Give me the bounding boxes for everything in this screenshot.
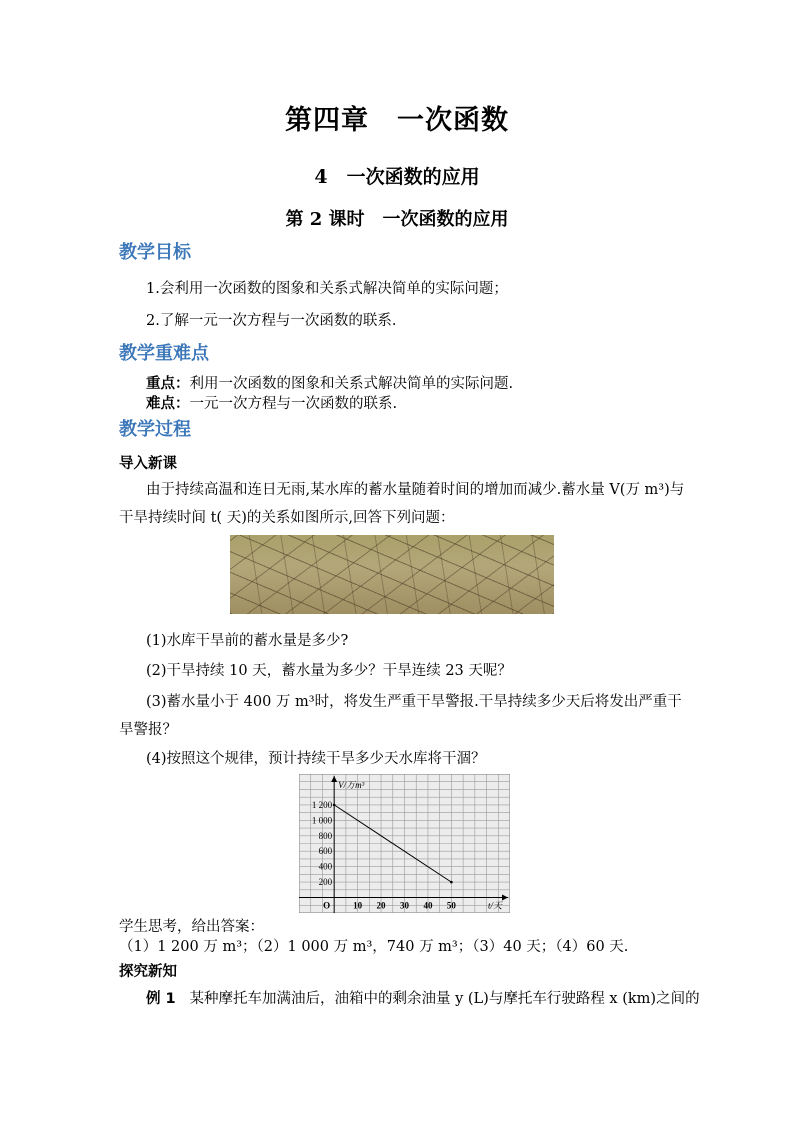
objective-item: 2.了解一元一次方程与一次函数的联系. [146,313,397,329]
y-tick-label: 600 [318,846,333,857]
reservoir-chart [299,774,510,913]
intro-paragraph-line: 由于持续高温和连日无雨,某水库的蓄水量随着时间的增加而减少.蓄水量 V(万 m³)与 [146,482,685,498]
think-line: 学生思考，给出答案： [119,919,264,935]
section-title: 4 一次函数的应用 [314,166,480,188]
y-tick-label: 1 200 [311,799,333,810]
key-point-text: 利用一次函数的图象和关系式解决简单的实际问题. [189,376,514,392]
data-point [450,881,453,884]
intro-heading: 导入新课 [119,456,177,472]
key-point-label: 重点： [146,376,190,392]
process-heading: 教学过程 [119,419,191,440]
example-label: 例 1 [146,991,176,1007]
x-tick-label: 40 [423,900,433,911]
intro-paragraph-line: 干旱持续时间 t( 天)的关系如图所示,回答下列问题： [119,510,455,526]
example-text: 某种摩托车加满油后，油箱中的剩余油量 y (L)与摩托车行驶路程 x (km)之间的 [189,991,700,1007]
question-item: 旱警报？ [119,722,177,738]
explore-heading: 探究新知 [119,964,177,980]
drought-photo [230,535,554,614]
x-tick-label: 30 [400,900,409,911]
data-point [333,804,336,807]
x-tick-label: 50 [446,900,456,911]
objectives-heading: 教学目标 [119,242,191,263]
x-axis-label: t/天 [488,900,503,911]
y-tick-label: 200 [318,877,333,888]
difficult-point-text: 一元一次方程与一次函数的联系. [189,396,398,412]
x-tick-label: 10 [353,900,363,911]
difficult-point-label: 难点： [146,396,190,412]
y-tick-label: 800 [318,830,333,841]
answers-line: （1）1 200 万 m³；（2）1 000 万 m³，740 万 m³；（3）40 天；（4）60 天. [119,939,629,955]
example-line [146,989,700,1009]
key-points-heading: 教学重难点 [119,343,209,364]
question-item: (1)水库干旱前的蓄水量是多少? [146,633,349,649]
x-tick-label: 20 [376,900,386,911]
y-axis-label: V/万m³ [338,780,365,790]
question-item: (2)干旱持续 10 天，蓄水量为多少？干旱连续 23 天呢？ [146,663,512,679]
question-item: (4)按照这个规律，预计持续干旱多少天水库将干涸？ [146,751,486,767]
question-item: (3)蓄水量小于 400 万 m³时，将发生严重干旱警报.干旱持续多少天后将发出严重干 [146,694,682,710]
chapter-title: 第四章 一次函数 [285,105,509,136]
y-tick-label: 1 000 [311,815,333,826]
y-tick-label: 400 [318,861,333,872]
objective-item: 1.会利用一次函数的图象和关系式解决简单的实际问题； [146,281,508,297]
difficult-point-line [146,394,397,414]
lesson-title: 第 2 课时 一次函数的应用 [285,209,509,230]
origin-label: O [323,900,331,911]
key-point-line [146,374,513,394]
